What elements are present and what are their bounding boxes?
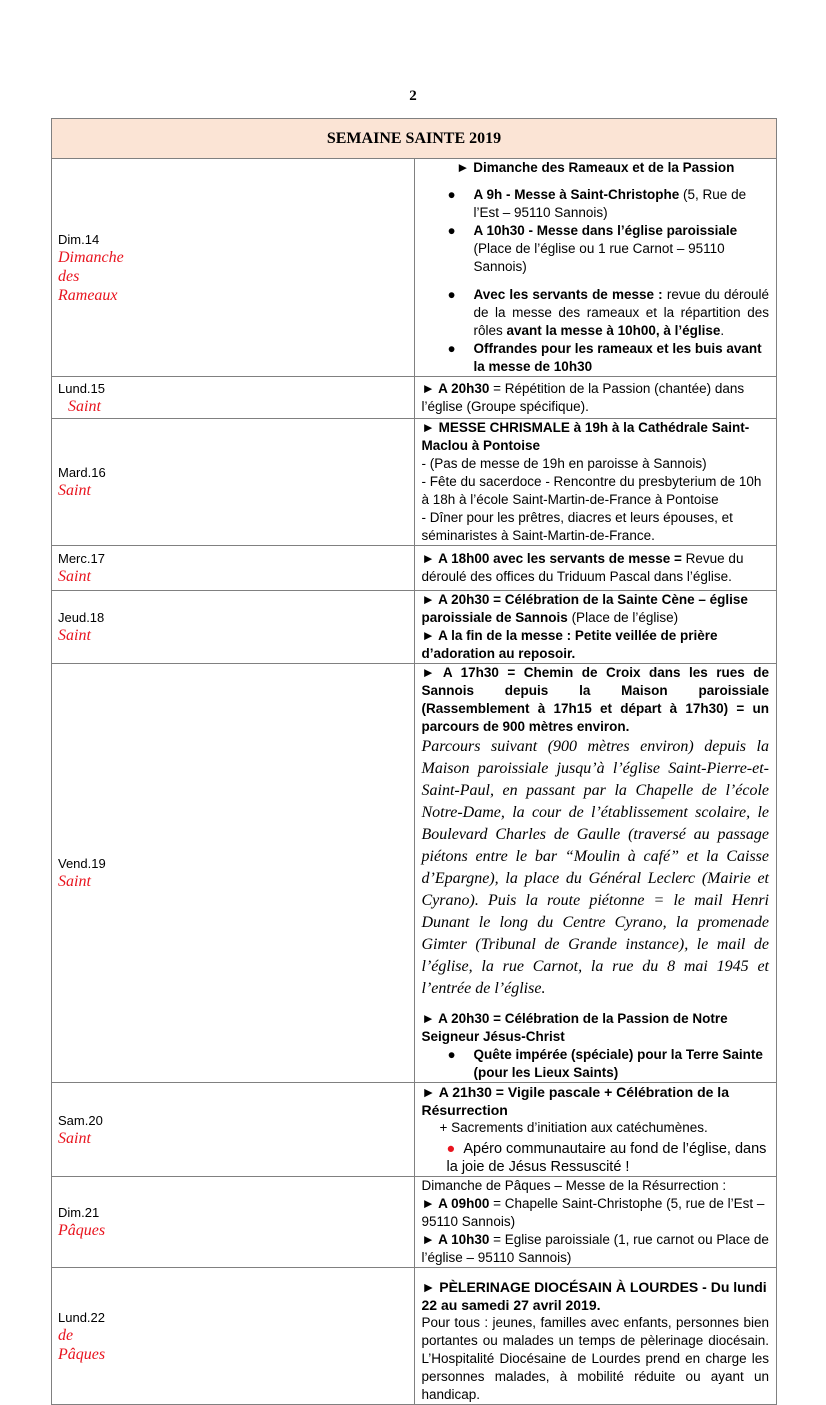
table-row [52,664,777,1083]
event-heading: Dimanche de Pâques – Messe de la Résurrection : [421,1178,727,1193]
day-subtitle: Saint [68,397,101,415]
bullet-icon: ● [447,187,456,202]
route-description: Parcours suivant (900 mètres environ) depuis la Maison paroissiale jusqu’à l’église Saint-Pierre-et-Saint-Paul, en passant par la Chapelle de l’école Notre-Dame, la cour de l’établissement scolaire, le Boulevard Charles de Gaulle (traversé au passage piétons entre le bar “Moulin à café” et la Caisse d’Epargne), la place du Général Leclerc (Mairie et Cyrano). Puis la route piétonne = le mail Henri Dunant le long du Centre Cyrano, la promenade Gimter (Tribunal de Grande instance), le mail de l’église, la rue Carnot, la rue du 8 mai 1945 et l’entrée de l’église. [421,738,769,997]
day-subtitle: Pâques [58,1345,106,1363]
event-line [422,1231,770,1267]
event-detail: = Eglise paroissiale (1, rue carnot ou Place de l’église – 95110 Sannois) [421,1232,769,1265]
day-cell [52,419,415,546]
day-subtitle: de [58,1326,74,1344]
day-cell [52,591,415,664]
event-line [422,591,770,627]
event-cell [414,1268,777,1405]
event-detail: Pour tous : jeunes, familles avec enfants, personnes bien portantes ou malades un temps de pèlerinage diocésain. L’Hospitalité Diocésaine de Lourdes prend en charge les personnes malades, à mobilité réduite ou ayant un handicap. [421,1315,769,1402]
day-cell [52,546,415,591]
event-detail: - (Pas de messe de 19h en paroisse à Sannois) [421,456,707,471]
event-detail: Revue du déroulé des offices du Triduum Pascal dans l’église. [421,551,744,584]
table-row [52,546,777,591]
day-label: Merc.17 [58,551,105,566]
event-time: ► A 20h30 [421,380,490,396]
event-cell [414,377,777,419]
event-time: A 9h - Messe à Saint-Christophe [473,187,680,202]
day-subtitle: Saint [58,627,91,644]
day-cell [52,664,415,1083]
day-label: Lund.15 [58,380,105,396]
bullet-icon: ● [447,223,456,238]
table-row [52,1268,777,1405]
day-cell [52,1268,415,1405]
event-heading: ► MESSE CHRISMALE à 19h à la Cathédrale Saint-Maclou à Pontoise [421,420,750,453]
day-subtitle: Saint [58,568,91,585]
event-cell [414,546,777,591]
day-subtitle: Rameaux [58,286,118,304]
event-detail: (Place de l’église) [567,610,679,625]
event-detail-bold: avant la messe à 10h00, à l’église [506,323,721,338]
event-list [422,186,770,376]
list-item [422,1046,770,1082]
day-label: Lund.22 [58,1309,105,1325]
day-label: Jeud.18 [58,610,105,625]
day-label: Mard.16 [58,465,106,480]
day-subtitle: Saint [58,873,91,890]
event-time: Avec les servants de messe : [473,287,663,302]
event-cell [414,1177,777,1268]
list-item [422,286,770,340]
event-detail: + Sacrements d’initiation aux catéchumènes. [439,1120,708,1135]
event-line [422,1140,770,1176]
bullet-icon: ● [447,1047,456,1062]
day-label: Dim.14 [58,231,100,247]
event-detail: - Dîner pour les prêtres, diacres et leurs épouses, et séminaristes à Saint-Martin-de-France. [421,510,733,543]
day-subtitle: Saint [58,482,91,499]
list-item [422,222,770,276]
page-number: 2 [409,88,417,104]
table-row [52,591,777,664]
holy-week-schedule [51,118,777,1405]
table-title: SEMAINE SAINTE 2019 [52,119,777,159]
event-detail: Quête impérée (spéciale) pour la Terre Sainte (pour les Lieux Saints) [473,1047,763,1080]
day-label: Sam.20 [58,1112,103,1128]
event-heading: ► PÈLERINAGE DIOCÉSAIN À LOURDES - Du lundi 22 au samedi 27 avril 2019. [421,1279,767,1313]
day-subtitle: Pâques [58,1222,106,1239]
day-label: Vend.19 [58,856,106,871]
event-detail: (Place de l’église ou 1 rue Carnot – 95110 Sannois) [473,241,725,274]
day-cell [52,377,415,419]
event-detail: - Fête du sacerdoce - Rencontre du presbyterium de 10h à 18h à l’école Saint-Martin-de-France à Pontoise [421,474,762,507]
event-cell [414,591,777,664]
event-cell [414,159,777,377]
event-heading: ► A 17h30 = Chemin de Croix dans les rues de Sannois depuis la Maison paroissiale (Rassemblement à 17h15 et départ à 17h30) = un parcours de 900 mètres environ. [421,665,769,734]
table-row [52,159,777,377]
event-heading: ► A 21h30 = Vigile pascale + Célébration de la Résurrection [421,1084,729,1118]
table-row [52,1177,777,1268]
event-detail: . [720,323,725,338]
event-detail: Apéro communautaire au fond de l’église, dans la joie de Jésus Ressuscité ! [446,1141,767,1175]
event-cell [414,664,777,1083]
event-time: ► A 18h00 avec les servants de messe = [421,551,682,566]
day-cell [52,1177,415,1268]
event-cell [414,1083,777,1177]
table-row [52,1083,777,1177]
red-bullet-icon: ● [446,1141,456,1157]
event-detail: revue du déroulé de la messe des rameaux et la répartition des rôles [473,287,769,338]
event-detail: = Chapelle Saint-Christophe (5, rue de l’Est – 95110 Sannois) [421,1196,765,1229]
event-line: ► A la fin de la messe : Petite veillée de prière d’adoration au reposoir. [421,628,718,661]
event-time: A 10h30 - Messe dans l’église paroissiale [473,223,738,238]
bullet-icon: ● [447,287,456,302]
event-list [422,1046,770,1082]
event-line [422,1195,770,1231]
list-item [422,340,770,376]
day-cell [52,1083,415,1177]
event-detail: = Répétition de la Passion (chantée) dans l’église (Groupe spécifique). [421,380,745,414]
day-subtitle: Saint [58,1129,91,1147]
table-row [52,419,777,546]
event-time: ► A 09h00 [421,1196,490,1211]
list-item [422,186,770,222]
event-time: ► A 10h30 [421,1232,490,1247]
day-cell [52,159,415,377]
event-time: ► A 20h30 = Célébration de la Sainte Cène – église paroissiale de Sannois [421,592,748,625]
day-subtitle: des [58,267,80,285]
event-heading: ► Dimanche des Rameaux et de la Passion [456,160,735,175]
event-line: ► A 20h30 = Célébration de la Passion de Notre Seigneur Jésus-Christ [421,1011,728,1044]
bullet-icon: ● [447,341,456,356]
table-row [52,377,777,419]
event-cell [414,419,777,546]
day-label: Dim.21 [58,1205,100,1220]
event-detail-bold: Offrandes pour les rameaux et les buis avant la messe de 10h30 [473,341,762,374]
day-subtitle: Dimanche [58,248,124,266]
event-detail: (5, Rue de l’Est – 95110 Sannois) [473,187,747,220]
